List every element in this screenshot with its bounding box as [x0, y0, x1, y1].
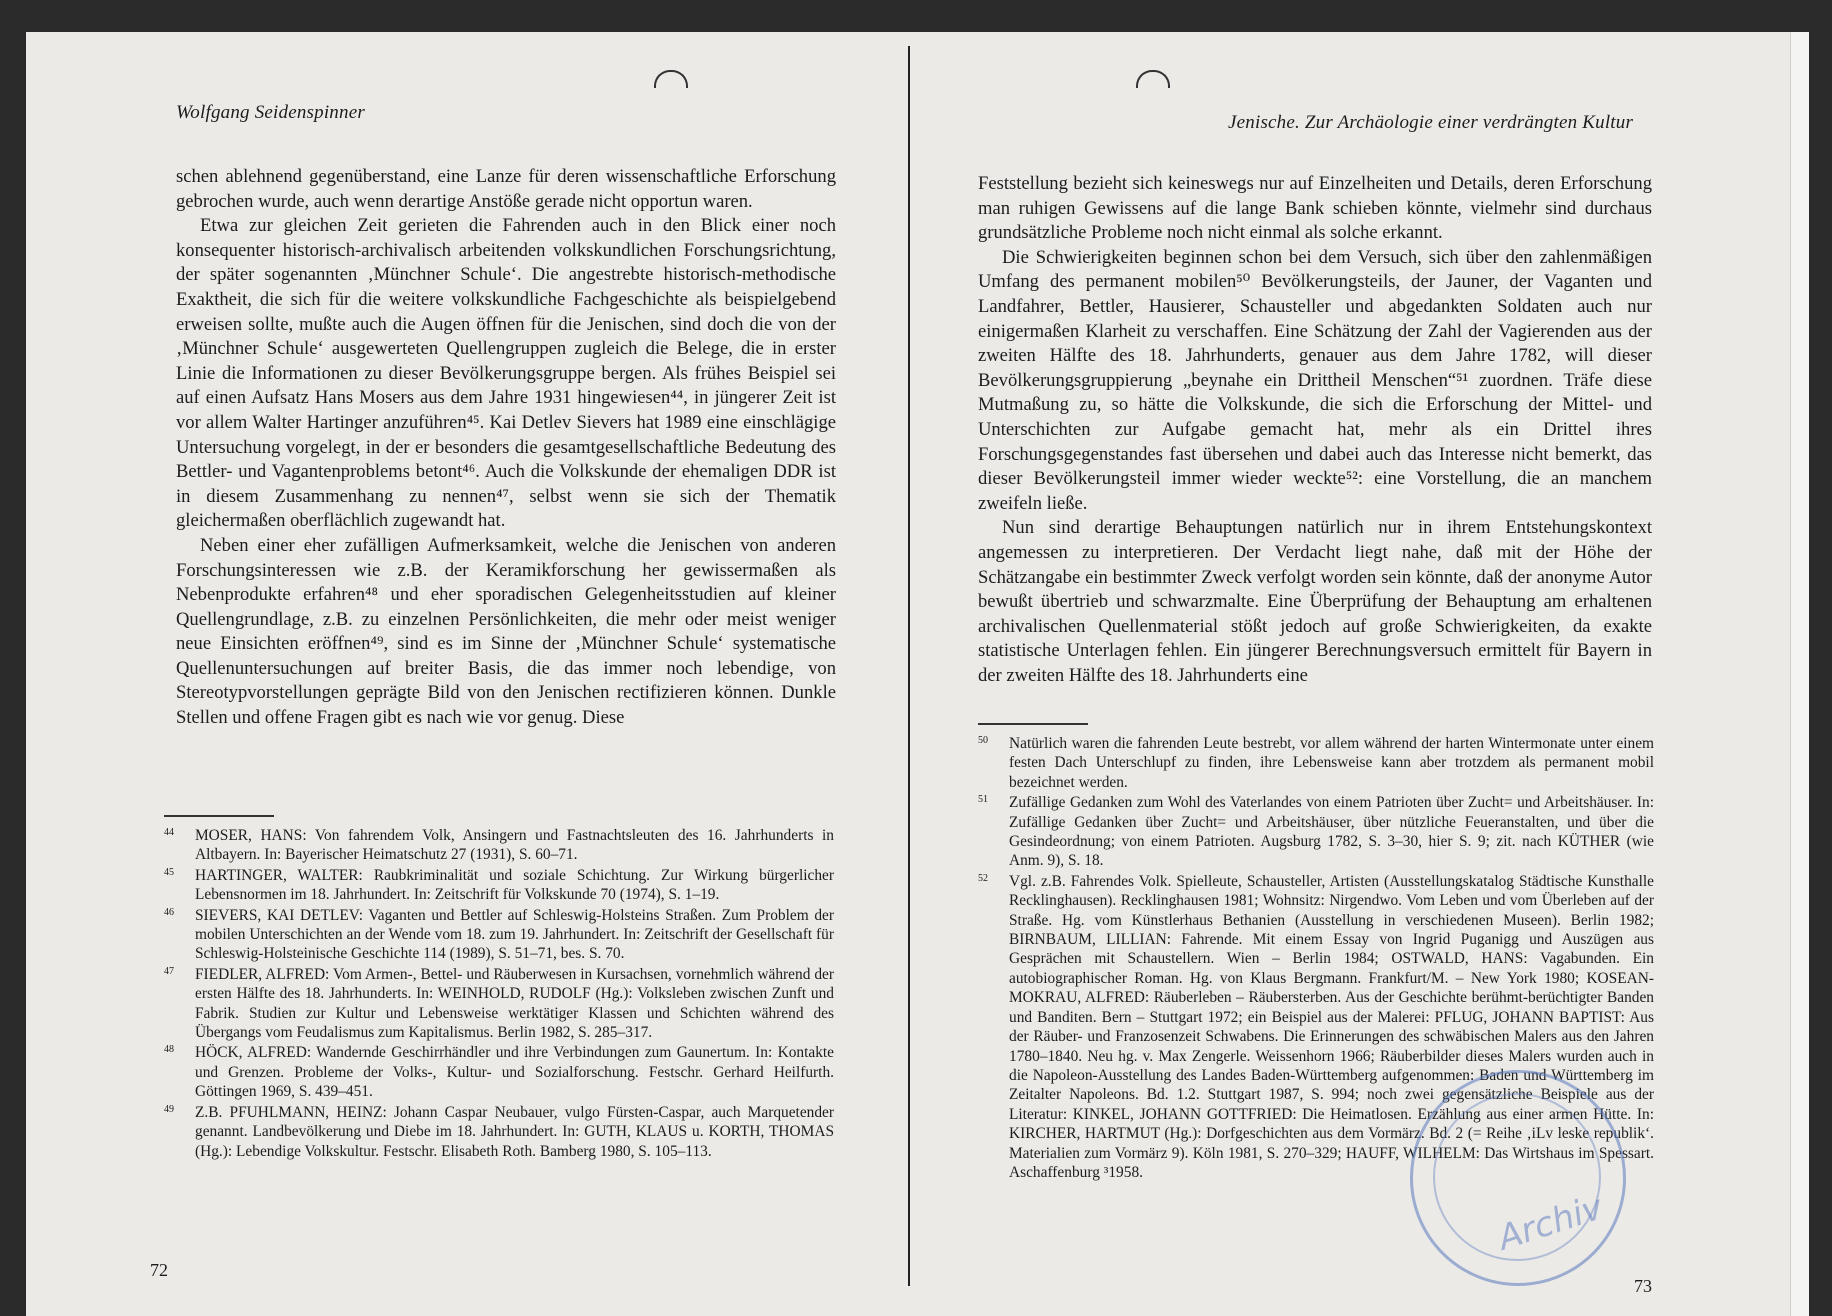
- footnote: [164, 965, 834, 1043]
- footnote-number: 50: [978, 735, 988, 746]
- page-number-right: 73: [1634, 1276, 1652, 1296]
- footnote-number: 47: [164, 965, 174, 977]
- gutter-line: [908, 46, 910, 1286]
- left-footnotes: [164, 826, 834, 1162]
- archive-stamp: [1410, 1070, 1626, 1286]
- paragraph: Nun sind derartige Behauptungen natürlich nur in ihrem Entstehungskontext angemessen zu interpretieren. Der Verdacht liegt nahe, daß mit der Höhe der Schätzangabe ein bestimmter Zweck verfolgt worden sein könnte, daß der anonyme Autor bewußt übertrieb und schwarzmalte. Eine Überprüfung der Behauptung am erhaltenen archivalischen Quellenmaterial stößt jedoch auf große Schwierigkeiten, da exakte statistische Unterlagen fehlen. Ein jüngerer Berechnungsversuch ermittelt für Bayern in der zweiten Hälfte des 18. Jahrhunderts eine: [978, 517, 1652, 686]
- footnote-text: HARTINGER, WALTER: Raubkriminalität und soziale Schichtung. Zur Wirkung bürgerlicher Lebensnormen im 18. Jahrhundert. In: Zeitschrift für Volkskunde 70 (1974), S. 1–19.: [195, 866, 834, 904]
- footnote-text: Vgl. z.B. Fahrendes Volk. Spielleute, Schausteller, Artisten (Ausstellungskatalog Städtische Kunsthalle Recklinghausen). Recklinghausen 1981; Wohnsitz: Nirgendwo. Vom Leben und vom Überleben auf der Straße. Hg. vom Künstlerhaus Bethanien (Ausstellung in verschiedenen Museen). Berlin 1982; BIRNBAUM, LILLIAN: Fahrende. Mit einem Essay von Ingrid Puganigg und Auszügen aus Gesprächen mit Schaustellern. Wien – Berlin 1984; OSTWALD, HANS: Vagabunden. Ein autobiographischer Roman. Hg. von Klaus Bergmann. Frankfurt/M. – New York 1980; KOSEAN-MOKRAU, ALFRED: Räuberleben – Räubersterben. Aus der Geschichte berühmt-berüchtigter Banden und Banditen. Bern – Stuttgart 1972; ein Beispiel aus der Malerei: PFLUG, JOHANN BAPTIST: Aus der Räuber- und Franzosenzeit Schwabens. Die Erinnerungen des schwäbischen Malers aus den Jahren 1780–1840. Neu hg. v. Max Zengerle. Weissenhorn 1966; Räuberbilder dieses Malers wurden auch in die Napoleon-Ausstellung des Landes Baden-Württemberg aufgenommen: Baden und Württemberg im Zeitalter Napoleons. Bd. 1.2. Stuttgart 1987, S. 994; noch zwei gegensätzliche Beispiele aus der Literatur: KINKEL, JOHANN GOTTFRIED: Die Heimatlosen. Erzählung aus einer armen Hütte. In: KIRCHER, HARTMUT (Hg.): Dorfgeschichten aus dem Vormärz. Bd. 2 (= Reihe ‚iLv leske republik‘. Materialien zum Vormärz 9). Köln 1981, S. 270–329; HAUFF, WILHELM: Das Wirtshaus im Spessart. Aschaffenburg ³1958.: [1009, 872, 1654, 1181]
- footnote: [978, 734, 1654, 792]
- footnote-text: HÖCK, ALFRED: Wandernde Geschirrhändler und ihre Verbindungen zum Gaunertum. In: Kontakte und Grenzen. Probleme der Volks-, Kultur- und Sozialforschung. Festschr. Gerhard Heilfurth. Göttingen 1969, S. 439–451.: [195, 1044, 834, 1101]
- running-head-left: Wolfgang Seidenspinner: [176, 102, 365, 123]
- footnote: [164, 866, 834, 905]
- footnote-text: FIEDLER, ALFRED: Vom Armen-, Bettel- und Räuberwesen in Kursachsen, vornehmlich während der ersten Hälfte des 18. Jahrhunderts. In: WEINHOLD, RUDOLF (Hg.): Volksleben zwischen Zunft und Fabrik. Studien zur Kultur und Lebensweise werktätiger Klassen und Schichten während des Übergangs vom Feudalismus zum Kapitalismus. Berlin 1982, S. 285–317.: [195, 965, 834, 1042]
- left-body: [176, 165, 836, 731]
- footnote-text: Z.B. PFUHLMANN, HEINZ: Johann Caspar Neubauer, vulgo Fürsten-Caspar, auch Marquetender genannt. Landbevölkerung und Diebe im 18. Jahrhundert. In: GUTH, KLAUS u. KORTH, THOMAS (Hg.): Lebendige Volkskultur. Festschr. Elisabeth Roth. Bamberg 1980, S. 105–113.: [195, 1103, 834, 1160]
- page-edge: [1790, 32, 1809, 1316]
- footnote: [164, 1043, 834, 1101]
- footnote: [164, 1103, 834, 1161]
- stamp-text: Archiv: [1493, 1187, 1608, 1259]
- footnote-text: Zufällige Gedanken zum Wohl des Vaterlandes von einem Patrioten über Zucht= und Arbeitshäuser. In: Zufällige Gedanken über Zucht= und Arbeitshäuser, über nützliche Feueranstalten, und über die Gesindeordnung; von einem Patrioten. Augsburg 1782, S. 3–30, hier S. 9; zit. nach KÜTHER (wie Anm. 9), S. 18.: [1009, 794, 1654, 870]
- footnote: [164, 906, 834, 964]
- footnote-number: 46: [164, 906, 174, 918]
- running-head-right: Jenische. Zur Archäologie einer verdrängten Kultur: [1228, 112, 1634, 133]
- footnote-number: 49: [164, 1103, 174, 1115]
- footnote-text: Natürlich waren die fahrenden Leute bestrebt, vor allem während der harten Wintermonate unter einem festen Dach Unterschlupf zu finden, ihre Lebensweise kann aber trotzdem als permanent mobil bezeichnet werden.: [1009, 735, 1654, 791]
- footnote-rule-right: [978, 723, 1088, 725]
- footnote: [164, 826, 834, 865]
- footnote-text: SIEVERS, KAI DETLEV: Vaganten und Bettler auf Schleswig-Holsteins Straßen. Zum Problem der mobilen Unterschichten an der Wende vom 18. zum 19. Jahrhundert. In: Zeitschrift der Gesellschaft für Schleswig-Holsteinische Geschichte 114 (1989), S. 51–71, bes. S. 70.: [195, 906, 834, 963]
- page-number-left: 72: [150, 1260, 168, 1280]
- footnote-number: 44: [164, 827, 174, 838]
- footnote-number: 51: [978, 794, 988, 806]
- footnote-number: 48: [164, 1044, 174, 1056]
- paragraph: Feststellung bezieht sich keineswegs nur auf Einzelheiten und Details, deren Erforschung man ruhigen Gewissens auf die lange Bank schieben könnte, vielmehr sind durchaus grundsätzliche Probleme noch nicht einmal als solche erkannt.: [978, 173, 1652, 244]
- footnote-rule-left: [164, 815, 274, 817]
- paragraph: Die Schwierigkeiten beginnen schon bei dem Versuch, sich über den zahlenmäßigen Umfang des permanent mobilen⁵⁰ Bevölkerungsteils, der Jauner, der Vaganten und Landfahrer, Bettler, Hausierer, Schausteller und abgedankten Soldaten auch nur einigermaßen Klarheit zu verschaffen. Eine Schätzung der Zahl der Vagierenden aus der zweiten Hälfte des 18. Jahrhunderts, genauer aus dem Jahre 1782, will dieser Bevölkerungsgruppierung „beynahe ein Drittheil Menschen“⁵¹ zuordnen. Träfe diese Mutmaßung zu, so hätte die Volkskunde, die sich die Erforschung der Mittel- und Unterschichten zur Aufgabe gemacht hat, mehr als ein Drittel ihres Forschungsgegenstandes fast übersehen und dabei auch das Interesse nicht bemerkt, das dieser Bevölkerungsteil immer wieder weckte⁵²: eine Vorstellung, die an manchem zweifeln ließe.: [978, 246, 1652, 514]
- paragraph: Neben einer eher zufälligen Aufmerksamkeit, welche die Jenischen von anderen Forschungsinteressen wie z.B. der Keramikforschung her gewissermaßen als Nebenprodukte erfahren⁴⁸ und eher sporadischen Gelegenheitsstudien auf kleiner Quellengrundlage, z.B. zu einzelnen Persönlichkeiten, die mehr oder meist weniger neue Einsichten eröffnen⁴⁹, sind es im Sinne der ‚Münchner Schule‘ systematische Quellenuntersuchungen auf breiter Basis, die das immer noch lebendige, von Stereotypvorstellungen geprägte Bild von den Jenischen rectifizieren können. Dunkle Stellen und offene Fragen gibt es nach wie vor genug. Diese: [176, 534, 836, 729]
- right-body: [978, 172, 1652, 688]
- footnote: [978, 793, 1654, 871]
- footnote-text: MOSER, HANS: Von fahrendem Volk, Ansingern und Fastnachtsleuten des 16. Jahrhunderts in Altbayern. In: Bayerischer Heimatschutz 27 (1931), S. 60–71.: [195, 827, 834, 864]
- footnote-number: 45: [164, 866, 174, 878]
- footnote-number: 52: [978, 872, 988, 884]
- paragraph: Etwa zur gleichen Zeit gerieten die Fahrenden auch in den Blick einer noch konsequenter historisch-archivalisch arbeitenden volkskundlichen Forschungsrichtung, der später sogenannten ‚Münchner Schule‘. Die angestrebte historisch-methodische Exaktheit, die sich für die weitere volkskundliche Fachgeschichte als beispielgebend erweisen sollte, mußte auch die Augen öffnen für die Jenischen, sind doch die von der ‚Münchner Schule‘ ausgewerteten Quellengruppen zugleich die Belege, die in erster Linie die Informationen zu dieser Bevölkerungsgruppe bergen. Als frühes Beispiel sei auf einen Aufsatz Hans Mosers aus dem Jahre 1931 hingewiesen⁴⁴, in jüngerer Zeit ist vor allem Walter Hartinger anzuführen⁴⁵. Kai Detlev Sievers hat 1989 eine einschlägige Untersuchung vorgelegt, in der er besonders die gesamtgesellschaftliche Bedeutung des Bettler- und Vagantenproblems betont⁴⁶. Auch die Volkskunde der ehemaligen DDR ist in diesem Zusammenhang zu nennen⁴⁷, selbst wenn sie sich der Thematik gleichermaßen oberflächlich zugewandt hat.: [176, 215, 836, 532]
- paragraph: schen ablehnend gegenüberstand, eine Lanze für deren wissenschaftliche Erforschung gebrochen wurde, auch wenn derartige Anstöße gerade nicht opportun waren.: [176, 166, 836, 212]
